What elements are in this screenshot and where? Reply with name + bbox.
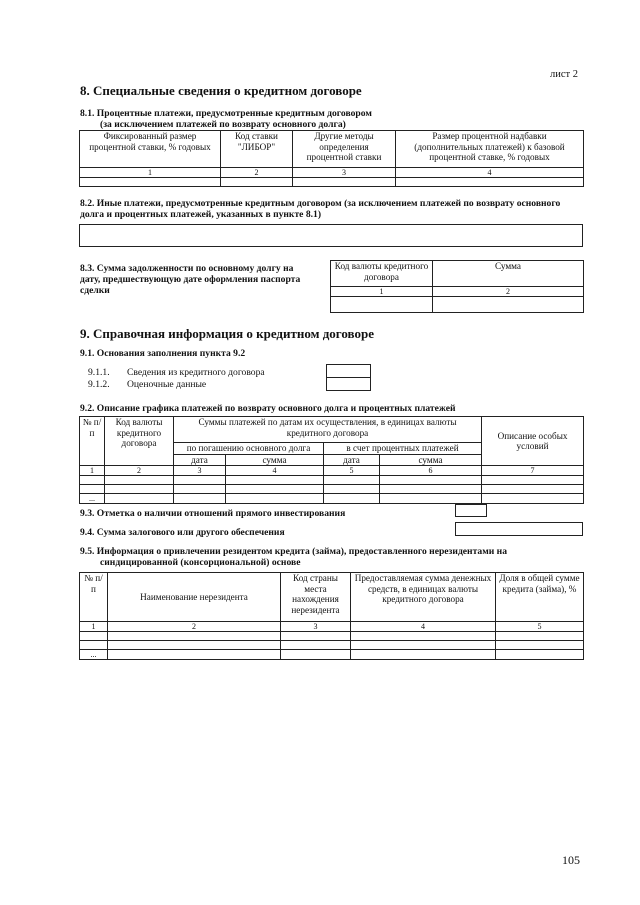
col-number: 5 xyxy=(496,622,584,632)
input-cell[interactable] xyxy=(324,494,380,504)
input-cell[interactable] xyxy=(324,476,380,485)
col-number: 1 xyxy=(80,622,108,632)
section-9-4-title: 9.4. Сумма залогового или другого обеспечения xyxy=(80,527,285,538)
col-number: 2 xyxy=(108,622,281,632)
input-cell[interactable] xyxy=(226,494,324,504)
input-cell[interactable] xyxy=(281,650,351,660)
input-cell[interactable] xyxy=(105,476,174,485)
input-cell[interactable] xyxy=(351,641,496,650)
col-number: 3 xyxy=(281,622,351,632)
input-cell[interactable] xyxy=(108,650,281,660)
section-8-1-title-line2: (за исключением платежей по возврату основного долга) xyxy=(100,119,346,130)
section-9-5-title-line2: синдицированной (консорциональной) основе xyxy=(100,557,301,568)
input-cell[interactable] xyxy=(174,485,226,494)
header-payment-sums: Суммы платежей по датам их осуществления, в единицах валюты кредитного договора xyxy=(174,417,482,443)
page-number: 105 xyxy=(562,853,580,867)
input-cell[interactable] xyxy=(281,641,351,650)
header-interest: в счет процентных платежей xyxy=(324,443,482,455)
col-number: 2 xyxy=(433,287,584,297)
item-9-1-2-num: 9.1.2. xyxy=(88,379,110,390)
direct-investment-checkbox[interactable] xyxy=(455,504,487,517)
section-9-5-title-line1: 9.5. Информация о привлечении резидентом кредита (займа), предоставленного нерезидентами на xyxy=(80,546,507,557)
header-sum: сумма xyxy=(226,454,324,466)
input-cell[interactable] xyxy=(351,650,496,660)
input-cell[interactable] xyxy=(80,632,108,641)
input-cell[interactable] xyxy=(105,485,174,494)
section-8-2-title: 8.2. Иные платежи, предусмотренные кредитным договором (за исключением платежей по возврату основного долга и процентных платежей, указанных в пункте 8.1) xyxy=(80,198,561,220)
input-cell[interactable] xyxy=(80,485,105,494)
col-number: 1 xyxy=(80,168,221,178)
input-cell[interactable] xyxy=(380,485,482,494)
col-number: 4 xyxy=(226,466,324,476)
item-9-1-2-label: Оценочные данные xyxy=(127,379,207,390)
col-number: 4 xyxy=(396,168,584,178)
table-9-5 xyxy=(79,572,584,660)
input-cell[interactable] xyxy=(482,476,584,485)
header-row-number: № п/п xyxy=(80,417,105,466)
input-cell[interactable] xyxy=(496,632,584,641)
input-cell[interactable] xyxy=(80,641,108,650)
ellipsis-cell: ... xyxy=(80,494,105,504)
section-9-2-title: 9.2. Описание графика платежей по возврату основного долга и процентных платежей xyxy=(80,403,456,414)
input-cell[interactable] xyxy=(331,297,433,313)
sheet-label: лист 2 xyxy=(550,69,578,80)
collateral-amount-field[interactable] xyxy=(455,522,583,536)
input-cell[interactable] xyxy=(80,178,221,187)
input-cell[interactable] xyxy=(281,632,351,641)
section-9-title: 9. Справочная информация о кредитном договоре xyxy=(80,326,374,341)
item-9-1-1-label: Сведения из кредитного договора xyxy=(127,367,265,378)
col-number: 6 xyxy=(380,466,482,476)
input-cell[interactable] xyxy=(433,297,584,313)
table-8-1 xyxy=(79,130,584,187)
input-cell[interactable] xyxy=(108,641,281,650)
col-number: 5 xyxy=(324,466,380,476)
input-cell[interactable] xyxy=(396,178,584,187)
col-number: 2 xyxy=(105,466,174,476)
col-number: 1 xyxy=(331,287,433,297)
header-country-code: Код страны места нахождения нерезидента xyxy=(281,573,351,622)
input-cell[interactable] xyxy=(108,632,281,641)
header-currency-code: Код валюты кредитного договора xyxy=(105,417,174,466)
col-number: 3 xyxy=(174,466,226,476)
section-9-3-title: 9.3. Отметка о наличии отношений прямого инвестирования xyxy=(80,508,346,519)
input-cell[interactable] xyxy=(380,494,482,504)
checkbox-9-1-1[interactable] xyxy=(326,364,371,378)
section-8-1-title-line1: 8.1. Процентные платежи, предусмотренные кредитным договором xyxy=(80,108,372,119)
col-number: 7 xyxy=(482,466,584,476)
input-cell[interactable] xyxy=(482,494,584,504)
header-date: дата xyxy=(324,454,380,466)
header-amount: Сумма xyxy=(433,261,584,287)
input-cell[interactable] xyxy=(496,641,584,650)
input-cell[interactable] xyxy=(496,650,584,660)
header-margin: Размер процентной надбавки (дополнительных платежей) к базовой процентной ставке, % годовых xyxy=(396,131,584,168)
header-principal: по погашению основного долга xyxy=(174,443,324,455)
header-currency-code: Код валюты кредитного договора xyxy=(331,261,433,287)
item-9-1-1-num: 9.1.1. xyxy=(88,367,110,378)
section-8-3-title: 8.3. Сумма задолженности по основному долгу на дату, предшествующую дате оформления паспорта сделки xyxy=(80,263,301,296)
section-8-title: 8. Специальные сведения о кредитном договоре xyxy=(80,83,362,98)
header-fixed-rate: Фиксированный размер процентной ставки, % годовых xyxy=(80,131,221,168)
input-cell[interactable] xyxy=(226,476,324,485)
table-8-3 xyxy=(330,260,584,313)
input-cell[interactable] xyxy=(380,476,482,485)
header-libor-code: Код ставки "ЛИБОР" xyxy=(221,131,293,168)
col-number: 3 xyxy=(293,168,396,178)
header-provided-amount: Предоставляемая сумма денежных средств, в единицах валюты кредитного договора xyxy=(351,573,496,622)
col-number: 1 xyxy=(80,466,105,476)
input-cell[interactable] xyxy=(221,178,293,187)
section-8-2-field[interactable] xyxy=(79,224,583,247)
checkbox-9-1-2[interactable] xyxy=(326,377,371,391)
input-cell[interactable] xyxy=(293,178,396,187)
header-sum: сумма xyxy=(380,454,482,466)
col-number: 2 xyxy=(221,168,293,178)
section-8-1-title xyxy=(80,108,372,130)
table-9-2 xyxy=(79,416,584,504)
section-9-5-title xyxy=(80,546,507,568)
header-share: Доля в общей сумме кредита (займа), % xyxy=(496,573,584,622)
header-nonresident-name: Наименование нерезидента xyxy=(108,573,281,622)
input-cell[interactable] xyxy=(226,485,324,494)
input-cell[interactable] xyxy=(105,494,174,504)
header-special-conditions: Описание особых условий xyxy=(482,417,584,466)
input-cell[interactable] xyxy=(482,485,584,494)
header-row-number: № п/п xyxy=(80,573,108,622)
input-cell[interactable] xyxy=(324,485,380,494)
header-date: дата xyxy=(174,454,226,466)
section-9-1-title: 9.1. Основания заполнения пункта 9.2 xyxy=(80,348,246,359)
input-cell[interactable] xyxy=(351,632,496,641)
input-cell[interactable] xyxy=(174,476,226,485)
ellipsis-cell: ... xyxy=(80,650,108,660)
input-cell[interactable] xyxy=(174,494,226,504)
input-cell[interactable] xyxy=(80,476,105,485)
header-other-methods: Другие методы определения процентной ставки xyxy=(293,131,396,168)
col-number: 4 xyxy=(351,622,496,632)
